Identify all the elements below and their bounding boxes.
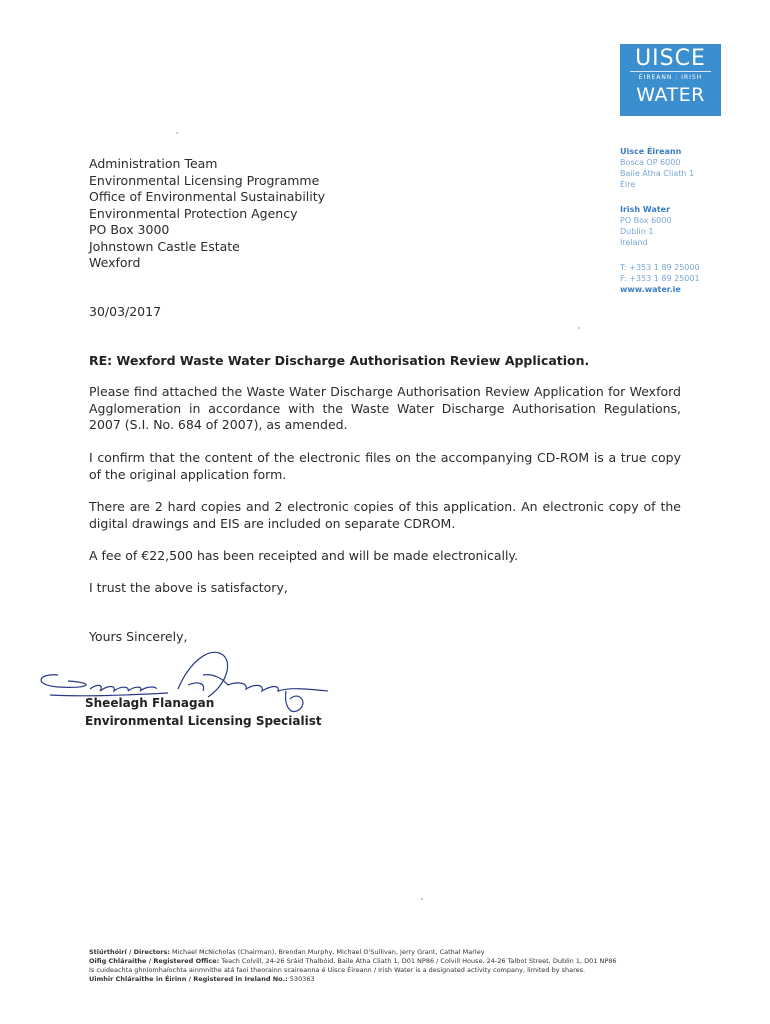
contact-english-line: PO Box 6000 (620, 216, 672, 225)
contact-irish-line: Baile Átha Cliath 1 (620, 169, 695, 178)
footer-directors-label: Stiúrthóirí / Directors: (89, 948, 170, 956)
address-line: Environmental Licensing Programme (89, 172, 320, 188)
contact-website-link[interactable]: www.water.ie (620, 285, 681, 294)
letter-footer (89, 948, 617, 984)
body-paragraph: A fee of €22,500 has been receipted and will be made electronically. (89, 548, 519, 563)
scan-speck (421, 898, 423, 900)
scan-speck (578, 327, 580, 329)
contact-english-line: Dublin 1 (620, 227, 654, 236)
footer-directors (89, 948, 617, 957)
footer-office (89, 957, 617, 966)
logo-divider (630, 71, 711, 72)
address-line: PO Box 3000 (89, 222, 170, 237)
scan-speck (176, 132, 178, 134)
footer-office-label: Oifig Chláraithe / Registered Office: (89, 957, 220, 965)
address-line: Johnstown Castle Estate (89, 238, 240, 254)
contact-fax: F: +353 1 89 25001 (620, 274, 700, 283)
irish-water-logo (620, 44, 721, 116)
logo-line-2: ÉIREANN : IRISH (638, 74, 703, 81)
footer-registration (89, 975, 617, 984)
contact-english-name: Irish Water (620, 205, 671, 214)
footer-company-note: Is cuideachta ghníomhaíochta ainmnithe atá faoi theorainn scaireanna é Uisce Éireann / Irish Water is a designated activity company, limited by shares. (89, 966, 586, 974)
contact-phone: T: +353 1 89 25000 (620, 263, 700, 272)
signatory-name: Sheelagh Flanagan (85, 696, 215, 710)
contact-irish-line: Bosca OP 6000 (620, 158, 681, 167)
body-paragraph: I confirm that the content of the electronic files on the accompanying CD-ROM is a true copy of the original application form. (89, 450, 681, 482)
body-paragraph: There are 2 hard copies and 2 electronic copies of this application. An electronic copy of the digital drawings and EIS are included on separate CDROM. (89, 499, 681, 531)
recipient-address (89, 156, 325, 272)
footer-reg-label: Uimhir Chláraithe in Éirinn / Registered in Ireland No.: (89, 975, 288, 983)
address-line: Wexford (89, 255, 141, 270)
address-line: Administration Team (89, 156, 218, 171)
address-line: Environmental Protection Agency (89, 205, 298, 221)
signatory-title: Environmental Licensing Specialist (85, 714, 322, 728)
subject-line: RE: Wexford Waste Water Discharge Authorisation Review Application. (89, 353, 590, 368)
address-line: Office of Environmental Sustainability (89, 189, 326, 204)
handwritten-signature (28, 645, 348, 725)
footer-directors-text: Michael McNicholas (Chairman), Brendan Murphy, Michael O'Sullivan, Jerry Grant, Cathal Marley (172, 948, 485, 956)
contact-block (620, 146, 750, 295)
logo-line-3: WATER (636, 84, 705, 106)
body-paragraph: I trust the above is satisfactory, (89, 580, 288, 595)
contact-irish-line: Éire (620, 180, 636, 189)
contact-english-line: Ireland (620, 238, 648, 247)
logo-line-1: UISCE (635, 46, 706, 71)
body-paragraph: Please find attached the Waste Water Discharge Authorisation Review Application for Wexford Agglomeration in accordance with the Waste Water Discharge Authorisation Regulations, 2007 (S.I. No. 684 of 2007), as amended. (89, 384, 681, 432)
footer-office-text: Teach Colvill, 24-26 Sráid Thalbóid, Baile Átha Cliath 1, D01 NP86 / Colvill House, 24-26 Talbot Street, Dublin 1, D01 NP86 (221, 957, 617, 965)
letter-date: 30/03/2017 (89, 304, 162, 319)
footer-reg-number: 530363 (289, 975, 315, 983)
contact-irish-name: Uisce Éireann (620, 147, 682, 156)
closing-salutation: Yours Sincerely, (89, 629, 188, 644)
